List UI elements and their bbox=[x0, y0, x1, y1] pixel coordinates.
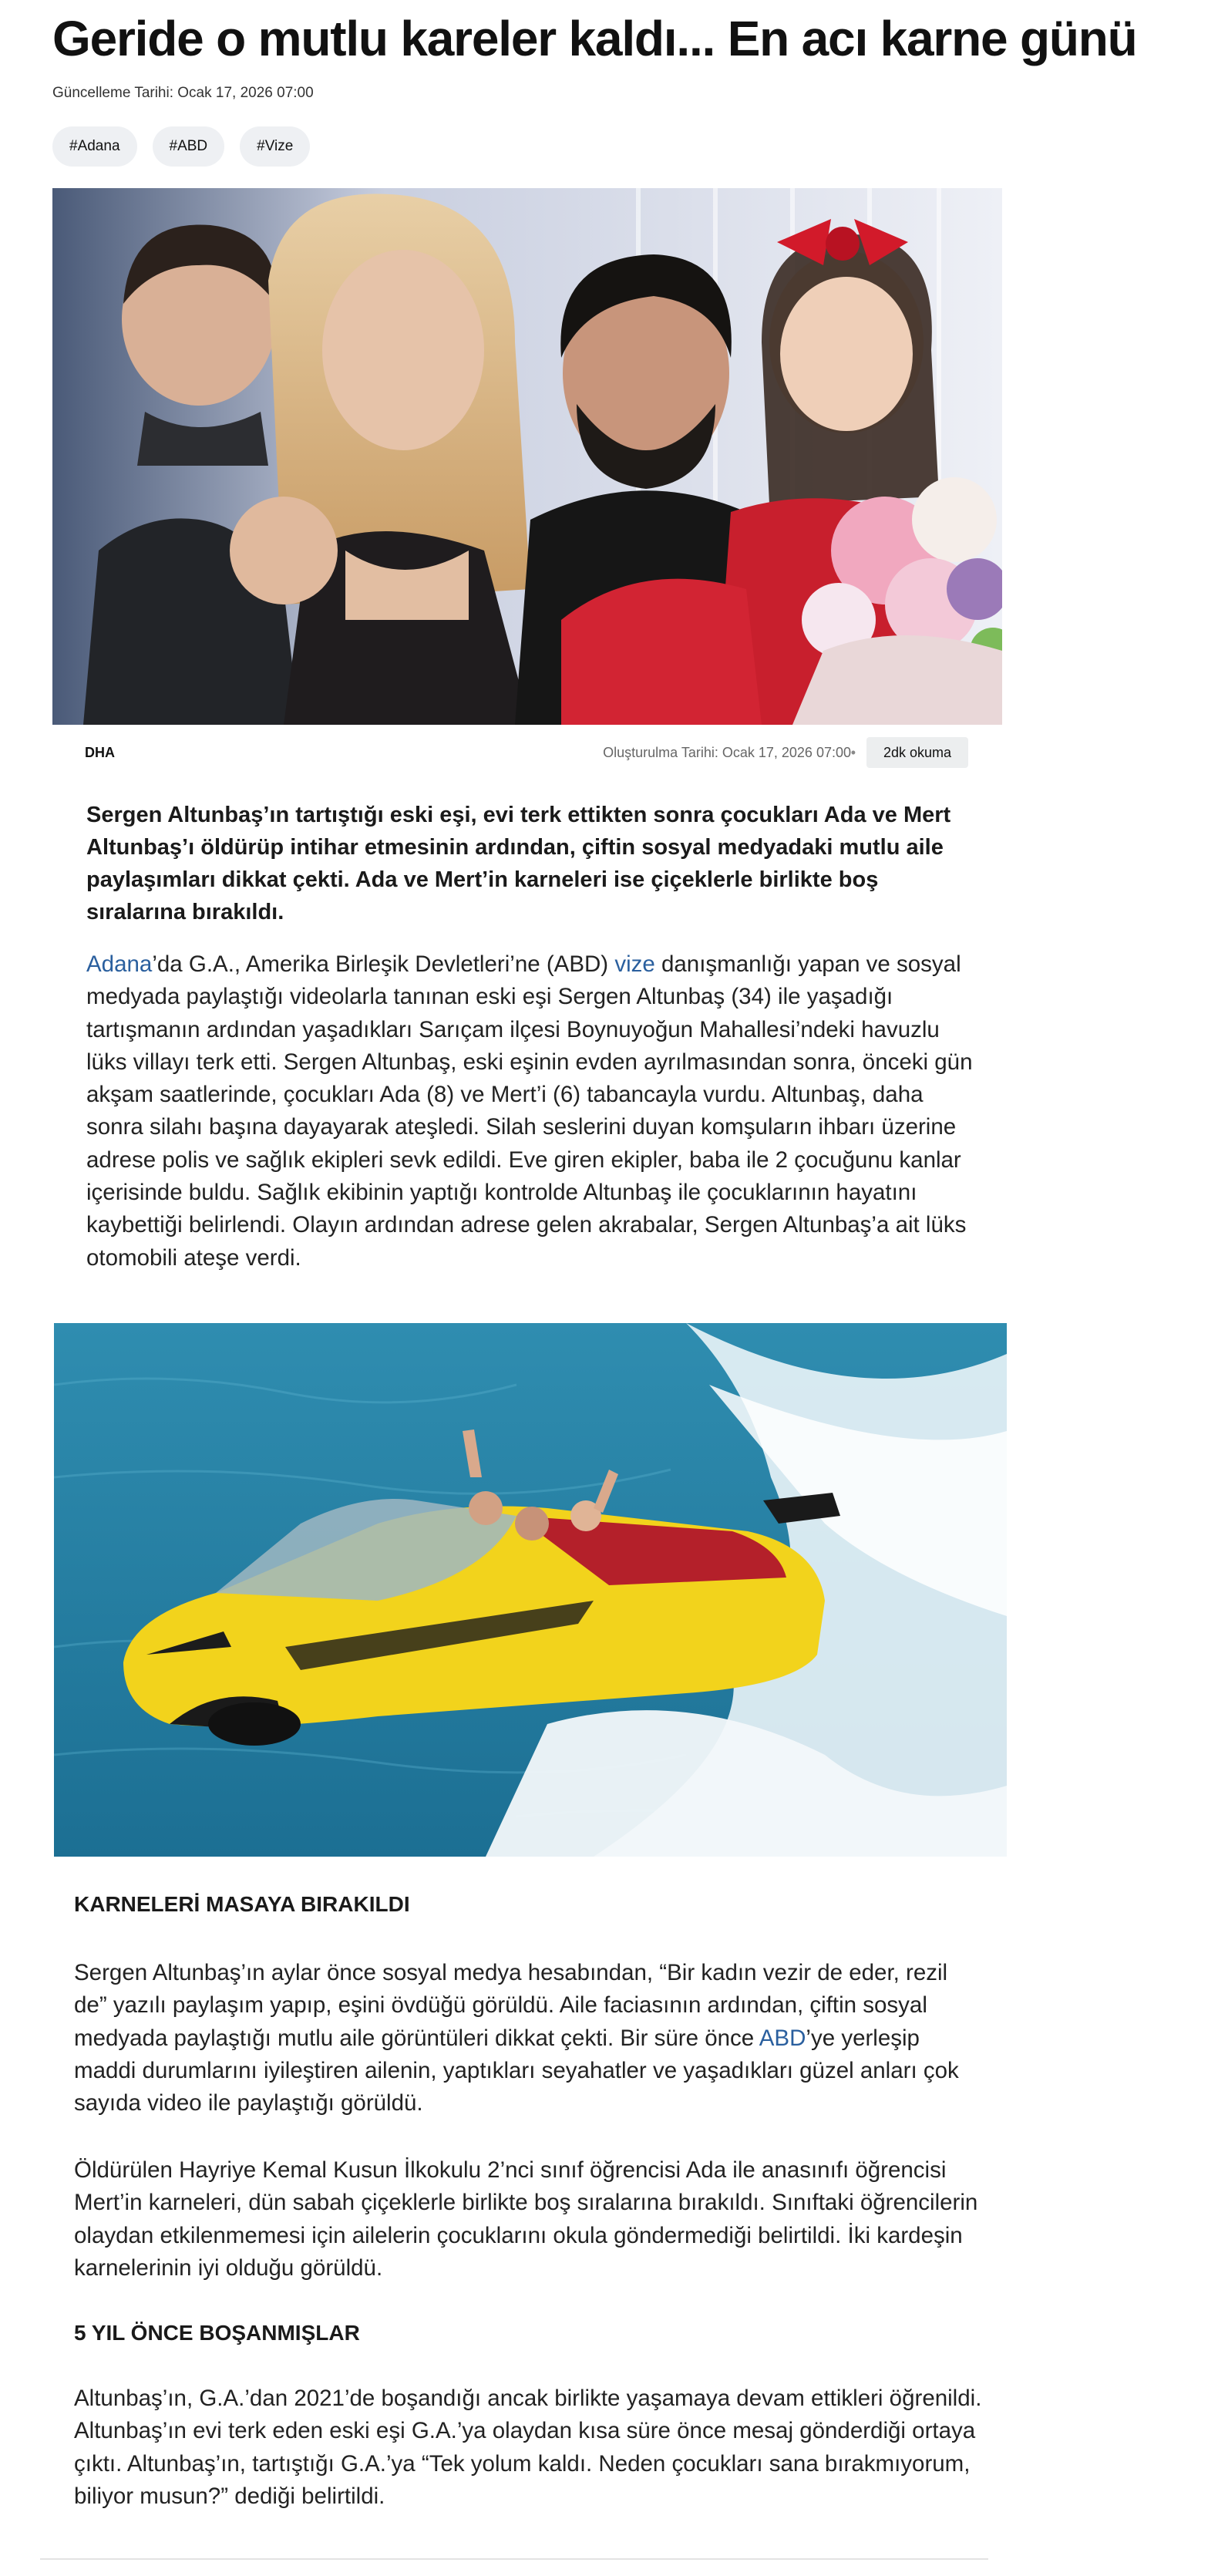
jet-car-photo bbox=[54, 1323, 1007, 1857]
article-end-divider bbox=[40, 2558, 988, 2560]
article-title: Geride o mutlu kareler kaldı... En acı karne günü bbox=[52, 11, 1137, 66]
link-vize[interactable]: vize bbox=[614, 951, 655, 977]
link-adana[interactable]: Adana bbox=[86, 951, 153, 977]
paragraph-text: ’ye yerleşip maddi durumlarını iyileştiren ailenin, yaptıkları seyahatler ve yaşadıkları güzel anları çok sayıda video ile paylaştığı görüldü. bbox=[74, 2025, 959, 2116]
article-paragraph-4: Altunbaş’ın, G.A.’dan 2021’de boşandığı ancak birlikte yaşamaya devam ettikleri öğrenildi. Altunbaş’ın evi terk eden eski eşi G.A.’ya olaydan kısa süre önce mesaj gönderdiği ortaya çıktı. Altunbaş’ın, tartıştığı G.A.’ya “Tek yolum kaldı. Neden çocukları sana bırakmıyorum, biliyor musun?” dediği belirtildi. bbox=[74, 2386, 982, 2509]
paragraph-text: ’da G.A., Amerika Birleşik Devletleri’ne (ABD) bbox=[152, 951, 615, 977]
paragraph-text: danışmanlığı yapan ve sosyal medyada paylaştığı videolarla tanınan eski eşi Sergen Altunbaş (34) ile yaşadığı tartışmanın ardından yaşadıkları Sarıçam ilçesi Boynuyoğun Mahallesi’ndeki havuzlu lüks villayı terk etti. Sergen Altunbaş, eski eşinin evden ayrılmasından sonra, önceki gün akşam saatlerinde, çocukları Ada (8) ve Mert’i (6) tabancayla vurdu. Altunbaş, daha sonra silahı başına dayayarak ateşledi. Silah seslerini duyan komşuların ihbarı üzerine adrese polis ve sağlık ekipleri sevk edildi. Eve giren ekipler, baba ile 2 çocuğunu kanlar içerisinde buldu. Sağlık ekibinin yaptığı kontrolde Altunbaş ile çocuklarının hayatını kaybettiği belirlendi. Olayın ardından adrese gelen akrabalar, Sergen Altunbaş’a ait lüks otomobili ateşe verdi. bbox=[86, 951, 973, 1271]
tag-adana[interactable]: #Adana bbox=[52, 126, 137, 167]
section-heading-1: KARNELERİ MASAYA BIRAKILDI bbox=[74, 1892, 410, 1916]
update-date: Güncelleme Tarihi: Ocak 17, 2026 07:00 bbox=[52, 85, 314, 101]
article-paragraph-1 bbox=[86, 948, 981, 1275]
article-paragraph-2 bbox=[74, 1957, 984, 2120]
article-lead: Sergen Altunbaş’ın tartıştığı eski eşi, evi terk ettikten sonra çocukları Ada ve Mert Altunbaş’ı öldürüp intihar etmesinin ardından, çiftin sosyal medyadaki mutlu aile paylaşımları dikkat çekti. Ada ve Mert’in karneleri ise çiçeklerle birlikte boş sıralarına bırakıldı. bbox=[86, 803, 951, 924]
family-photo bbox=[52, 188, 1002, 725]
article-paragraph-3: Öldürülen Hayriye Kemal Kusun İlkokulu 2’nci sınıf öğrencisi Ada ile anasınıfı öğrencisi Mert’in karneleri, dün sabah çiçeklerle birlikte boş sıralarına bırakıldı. Sınıftaki öğrencilerin olaydan etkilenmemesi için ailelerin çocuklarını okula göndermediği belirtildi. İki kardeşin karnelerinin iyi olduğu görüldü. bbox=[74, 2157, 978, 2281]
read-time-badge: 2dk okuma bbox=[866, 737, 968, 768]
article-meta-bar bbox=[52, 734, 1002, 771]
paragraph-text: Sergen Altunbaş’ın aylar önce sosyal medya hesabından, “Bir kadın vezir de eder, rezil de” yazılı paylaşım yapıp, eşini övdüğü görüldü. Aile faciasının ardından, çiftin sosyal medyada paylaştığı mutlu aile görüntüleri dikkat çekti. Bir süre önce bbox=[74, 1960, 948, 2051]
meta-separator: • bbox=[850, 745, 856, 760]
tag-abd[interactable]: #ABD bbox=[153, 126, 225, 167]
section-heading-2: 5 YIL ÖNCE BOŞANMIŞLAR bbox=[74, 2321, 360, 2345]
tag-vize[interactable]: #Vize bbox=[240, 126, 310, 167]
link-abd[interactable]: ABD bbox=[759, 2025, 806, 2051]
tag-list bbox=[52, 126, 310, 167]
news-source: DHA bbox=[85, 745, 115, 760]
created-date: Oluşturulma Tarihi: Ocak 17, 2026 07:00 bbox=[603, 745, 851, 760]
